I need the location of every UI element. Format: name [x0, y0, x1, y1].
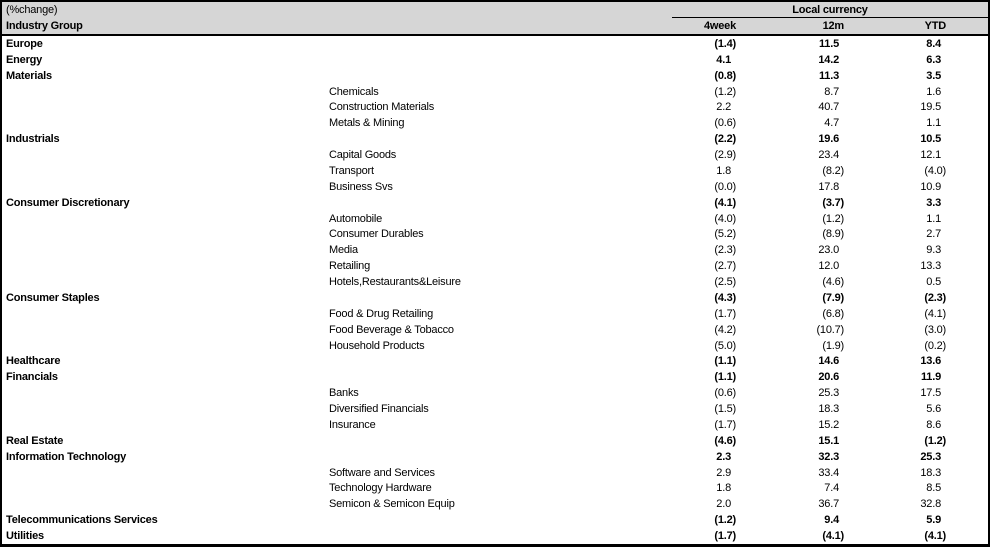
industry-group-label: Industrials	[6, 133, 60, 146]
table-row	[2, 100, 988, 116]
value-ytd: (2.3)	[924, 291, 946, 304]
table-row	[2, 512, 988, 528]
value-ytd: 10.5	[920, 133, 941, 146]
value-ytd: 2.7	[926, 228, 941, 241]
table-row	[2, 227, 988, 243]
industry-group-label: Healthcare	[6, 355, 61, 368]
value-4week: (2.2)	[714, 133, 736, 146]
value-4week: (1.4)	[714, 37, 736, 50]
column-header-12m: 12m	[822, 20, 844, 32]
value-4week: (1.1)	[714, 355, 736, 368]
value-12m: 7.4	[824, 482, 839, 495]
value-4week: (5.0)	[714, 339, 736, 352]
industry-group-label: Metals & Mining	[329, 117, 405, 130]
industry-group-label: Diversified Financials	[329, 403, 429, 416]
value-12m: 8.7	[824, 85, 839, 98]
table-row	[2, 433, 988, 449]
value-4week: (4.3)	[714, 291, 736, 304]
value-12m: 15.1	[818, 434, 839, 447]
value-ytd: 18.3	[920, 466, 941, 479]
value-4week: (4.1)	[714, 196, 736, 209]
value-ytd: 10.9	[920, 180, 941, 193]
header-row-currency	[2, 2, 988, 18]
industry-group-label: Chemicals	[329, 85, 379, 98]
value-ytd: 3.3	[926, 196, 941, 209]
industry-group-label: Household Products	[329, 339, 425, 352]
value-4week: (2.5)	[714, 276, 736, 289]
industry-group-label: Hotels,Restaurants&Leisure	[329, 276, 461, 289]
table-row	[2, 179, 988, 195]
value-ytd: 32.8	[920, 498, 941, 511]
table-row	[2, 290, 988, 306]
table-row	[2, 52, 988, 68]
value-12m: 18.3	[818, 403, 839, 416]
value-12m: 36.7	[818, 498, 839, 511]
table-row	[2, 131, 988, 147]
table-row	[2, 258, 988, 274]
industry-group-label: Consumer Discretionary	[6, 196, 130, 209]
industry-group-label: Real Estate	[6, 434, 64, 447]
table-row	[2, 68, 988, 84]
value-ytd: 8.4	[926, 37, 941, 50]
industry-group-label: Insurance	[329, 418, 376, 431]
table-row	[2, 369, 988, 385]
table-row	[2, 84, 988, 100]
value-4week: (0.6)	[714, 117, 736, 130]
value-ytd: 12.1	[920, 149, 941, 162]
value-12m: 40.7	[818, 101, 839, 114]
column-header-4week: 4week	[703, 20, 736, 32]
industry-group-label: Utilities	[6, 530, 44, 543]
value-12m: 4.7	[824, 117, 839, 130]
value-4week: 2.0	[716, 498, 731, 511]
industry-group-label: Food & Drug Retailing	[329, 307, 434, 320]
value-ytd: 1.1	[926, 117, 941, 130]
industry-group-label: Technology Hardware	[329, 482, 432, 495]
value-12m: (4.1)	[822, 530, 844, 543]
value-12m: 19.6	[818, 133, 839, 146]
value-4week: (2.3)	[714, 244, 736, 257]
value-4week: 4.1	[716, 53, 731, 66]
value-12m: (4.6)	[822, 276, 844, 289]
table-body	[2, 36, 988, 544]
value-ytd: 8.5	[926, 482, 941, 495]
table-row	[2, 163, 988, 179]
value-ytd: 11.9	[920, 371, 941, 384]
value-ytd: 3.5	[926, 69, 941, 82]
table-row	[2, 385, 988, 401]
value-4week: 2.9	[716, 466, 731, 479]
value-4week: (5.2)	[714, 228, 736, 241]
value-12m: (8.9)	[822, 228, 844, 241]
table-row	[2, 417, 988, 433]
industry-group-label: Europe	[6, 37, 43, 50]
value-ytd: (1.2)	[924, 434, 946, 447]
industry-group-label: Construction Materials	[329, 101, 435, 114]
table-row	[2, 401, 988, 417]
industry-group-label: Materials	[6, 69, 52, 82]
table-row	[2, 115, 988, 131]
value-12m: 33.4	[818, 466, 839, 479]
value-4week: (1.1)	[714, 371, 736, 384]
value-4week: 1.8	[716, 482, 731, 495]
value-4week: (4.0)	[714, 212, 736, 225]
value-12m: (6.8)	[822, 307, 844, 320]
value-12m: 11.3	[818, 69, 839, 82]
table-row	[2, 322, 988, 338]
industry-group-label: Software and Services	[329, 466, 435, 479]
industry-group-column-header: Industry Group	[6, 20, 83, 32]
industry-group-label: Consumer Staples	[6, 291, 100, 304]
value-4week: 1.8	[716, 164, 731, 177]
industry-group-label: Energy	[6, 53, 43, 66]
column-header-ytd: YTD	[924, 20, 946, 32]
table-row	[2, 481, 988, 497]
value-4week: (4.6)	[714, 434, 736, 447]
value-4week: (1.2)	[714, 85, 736, 98]
value-4week: (0.6)	[714, 387, 736, 400]
industry-group-label: Semicon & Semicon Equip	[329, 498, 455, 511]
local-currency-header: Local currency	[672, 2, 988, 18]
table-row	[2, 306, 988, 322]
value-12m: (10.7)	[816, 323, 844, 336]
table-row	[2, 528, 988, 544]
header-row-columns	[2, 18, 988, 34]
value-4week: 2.2	[716, 101, 731, 114]
value-ytd: 17.5	[920, 387, 941, 400]
value-4week: (2.9)	[714, 149, 736, 162]
value-ytd: (4.1)	[924, 307, 946, 320]
industry-group-label: Banks	[329, 387, 359, 400]
industry-group-label: Automobile	[329, 212, 383, 225]
value-ytd: 13.6	[920, 355, 941, 368]
table-row	[2, 195, 988, 211]
value-ytd: 5.6	[926, 403, 941, 416]
table-row	[2, 36, 988, 52]
value-12m: (1.9)	[822, 339, 844, 352]
value-12m: (3.7)	[822, 196, 844, 209]
table-row	[2, 274, 988, 290]
value-ytd: 1.1	[926, 212, 941, 225]
value-4week: (0.8)	[714, 69, 736, 82]
value-ytd: 1.6	[926, 85, 941, 98]
value-12m: 11.5	[818, 37, 839, 50]
table-row	[2, 211, 988, 227]
value-ytd: 6.3	[926, 53, 941, 66]
value-12m: 32.3	[818, 450, 839, 463]
value-ytd: 9.3	[926, 244, 941, 257]
value-ytd: 5.9	[926, 514, 941, 527]
value-4week: (1.7)	[714, 530, 736, 543]
value-12m: 20.6	[818, 371, 839, 384]
industry-group-label: Financials	[6, 371, 58, 384]
value-12m: (8.2)	[822, 164, 844, 177]
value-12m: 12.0	[818, 260, 839, 273]
industry-group-label: Telecommunications Services	[6, 514, 158, 527]
value-4week: (1.2)	[714, 514, 736, 527]
value-12m: 23.0	[818, 244, 839, 257]
industry-group-label: Business Svs	[329, 180, 393, 193]
industry-group-label: Information Technology	[6, 450, 127, 463]
table-row	[2, 147, 988, 163]
value-4week: (1.7)	[714, 418, 736, 431]
value-12m: 17.8	[818, 180, 839, 193]
table-row	[2, 465, 988, 481]
industry-group-label: Consumer Durables	[329, 228, 424, 241]
table-header	[2, 2, 988, 36]
value-ytd: (3.0)	[924, 323, 946, 336]
table-row	[2, 338, 988, 354]
value-12m: 23.4	[818, 149, 839, 162]
value-12m: 9.4	[824, 514, 839, 527]
value-ytd: (4.0)	[924, 164, 946, 177]
value-4week: (1.7)	[714, 307, 736, 320]
value-4week: 2.3	[716, 450, 731, 463]
industry-group-label: Capital Goods	[329, 149, 397, 162]
value-4week: (4.2)	[714, 323, 736, 336]
industry-group-label: Transport	[329, 164, 374, 177]
table-row	[2, 242, 988, 258]
table-row	[2, 354, 988, 370]
value-12m: 14.6	[818, 355, 839, 368]
value-12m: 14.2	[818, 53, 839, 66]
value-4week: (0.0)	[714, 180, 736, 193]
value-12m: (7.9)	[822, 291, 844, 304]
percent-change-label: (%change)	[6, 4, 58, 16]
industry-group-label: Retailing	[329, 260, 371, 273]
value-4week: (2.7)	[714, 260, 736, 273]
value-ytd: 19.5	[920, 101, 941, 114]
value-ytd: 0.5	[926, 276, 941, 289]
value-ytd: 25.3	[920, 450, 941, 463]
value-ytd: 13.3	[920, 260, 941, 273]
table-row	[2, 496, 988, 512]
value-ytd: 8.6	[926, 418, 941, 431]
value-12m: 25.3	[818, 387, 839, 400]
value-ytd: (4.1)	[924, 530, 946, 543]
value-12m: 15.2	[818, 418, 839, 431]
value-4week: (1.5)	[714, 403, 736, 416]
table-row	[2, 449, 988, 465]
industry-group-label: Media	[329, 244, 358, 257]
industry-group-label: Food Beverage & Tobacco	[329, 323, 454, 336]
value-ytd: (0.2)	[924, 339, 946, 352]
value-12m: (1.2)	[822, 212, 844, 225]
